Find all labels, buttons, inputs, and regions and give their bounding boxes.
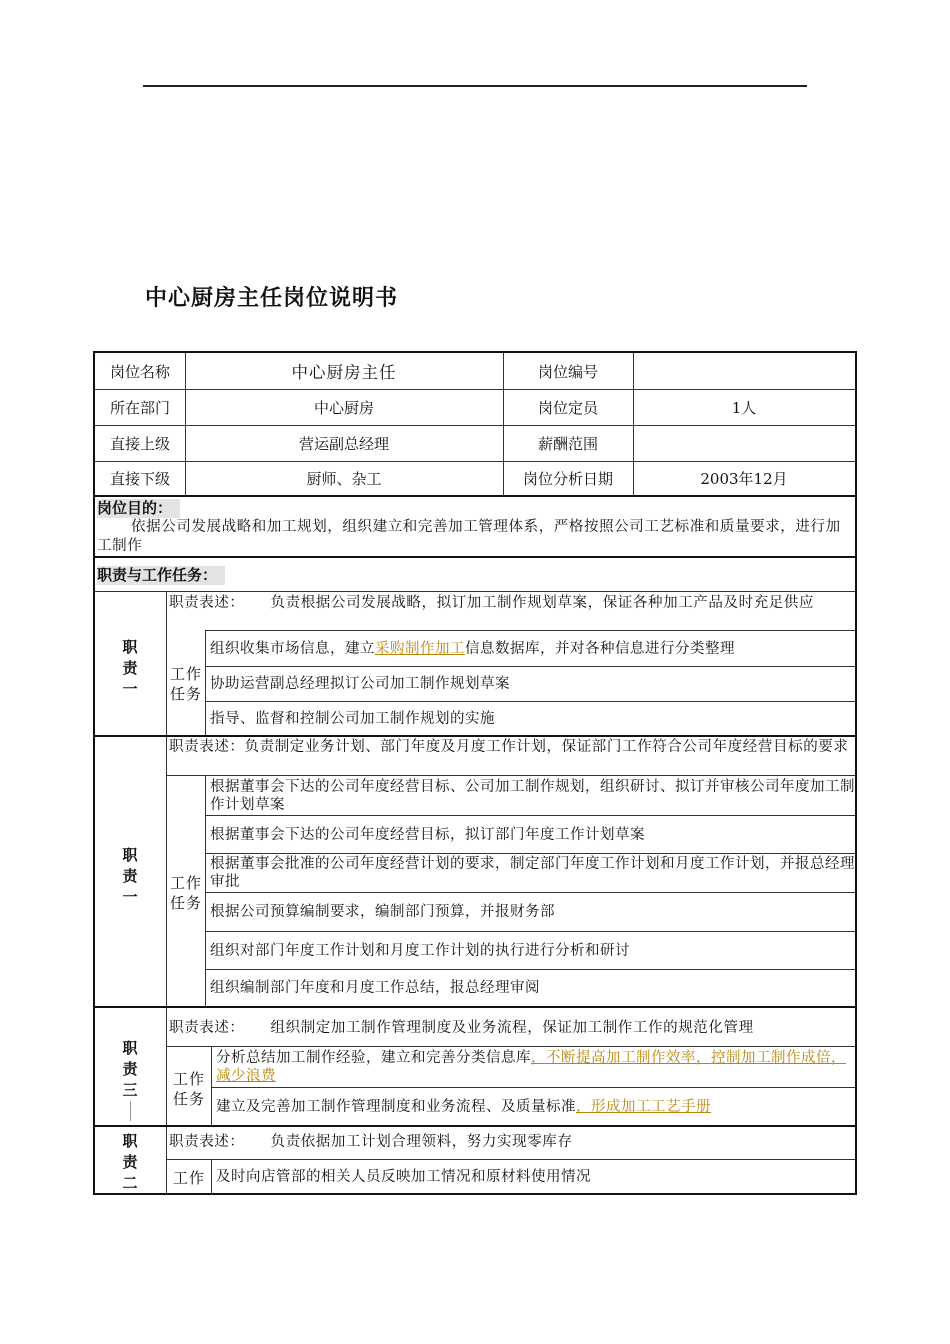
document-title: 中心厨房主任岗位说明书	[145, 286, 399, 311]
header-rule	[143, 85, 807, 87]
salary-value	[633, 425, 855, 461]
duty-3-statement: 职责表述： 组织制定加工制作管理制度及业务流程，保证加工制作工作的规范化管理	[169, 1020, 754, 1036]
duty-3-task-1: 分析总结加工制作经验，建立和完善分类信息库，不断提高加工制作效率，控制加工制作成倍，减少浪费	[216, 1050, 846, 1084]
duty-4-statement: 职责表述： 负责依据加工计划合理领料，努力实现零库存	[169, 1134, 573, 1150]
duty-4-tasks-label: 工作	[172, 1169, 205, 1187]
purpose-text: 依据公司发展战略和加工规划，组织建立和完善加工管理体系，严格按照公司工艺标准和质量要求，进行加工制作	[97, 519, 841, 554]
duty-1-task-3: 指导、监督和控制公司加工制作规划的实施	[210, 710, 495, 727]
analysis-date-label: 岗位分析日期	[522, 470, 613, 488]
duty-1-task-2: 协助运营副总经理拟订公司加工制作规划草案	[210, 676, 510, 692]
headcount-label: 岗位定员	[537, 398, 598, 417]
duty-2-label: 职 责 一	[122, 846, 138, 906]
department-value: 中心厨房	[313, 398, 374, 417]
purpose-header: 岗位目的：	[97, 499, 180, 518]
position-name-value: 中心厨房主任	[291, 363, 397, 382]
duty-1-tasks-label: 工作 任务	[169, 665, 202, 703]
position-name-label: 岗位名称	[109, 362, 170, 381]
purpose-section	[95, 499, 855, 557]
headcount-value: 1人	[731, 398, 757, 417]
duty-1-label: 职 责 一	[122, 638, 138, 698]
duty-4-label: 职 责 二	[122, 1132, 138, 1192]
duty-3-tasks-label: 工作 任务	[172, 1070, 205, 1108]
analysis-date-value: 2003年12月	[700, 470, 788, 488]
duties-section-header	[95, 566, 855, 590]
duty-2-task-1: 根据董事会下达的公司年度经营目标、公司加工制作规划，组织研讨、拟订并审核公司年度加工制作计划草案	[210, 778, 855, 813]
duty-2-task-5: 组织对部门年度工作计划和月度工作计划的执行进行分析和研讨	[210, 942, 630, 959]
duty-2-task-4: 根据公司预算编制要求，编制部门预算，并报财务部	[210, 904, 555, 920]
position-code-value	[633, 353, 855, 389]
duty-4-task-1: 及时向店管部的相关人员反映加工情况和原材料使用情况	[216, 1169, 591, 1185]
salary-label: 薪酬范围	[537, 434, 598, 453]
duty-1-statement: 职责表述： 负责根据公司发展战略，拟订加工制作规划草案，保证各种加工产品及时充足供应	[169, 595, 815, 611]
superior-value: 营运副总经理	[298, 434, 389, 453]
duty-3-label: 职 责 三	[115, 1038, 145, 1121]
duty-3-task-2: 建立及完善加工制作管理制度和业务流程、及质量标准 ，形成加工工艺手册	[216, 1098, 711, 1115]
duty-2-tasks-label: 工作 任务	[169, 874, 202, 912]
duty-2-task-3: 根据董事会批准的公司年度经营计划的要求，制定部门年度工作计划和月度工作计划，并报总经理审批	[210, 856, 855, 890]
duty-2-task-6: 组织编制部门年度和月度工作总结，报总经理审阅	[210, 980, 540, 996]
subordinate-label: 直接下级	[109, 470, 170, 488]
duties-header-text: 职责与工作任务：	[97, 566, 225, 585]
department-label: 所在部门	[109, 398, 170, 417]
subordinate-value: 厨师、杂工	[306, 470, 382, 488]
superior-label: 直接上级	[109, 434, 170, 453]
duty-1-task-1: 组织收集市场信息，建立 采购制作加工 信息数据库，并对各种信息进行分类整理	[210, 640, 735, 657]
position-code-label: 岗位编号	[537, 362, 598, 381]
duty-2-statement: 职责表述：负责制定业务计划、部门年度及月度工作计划，保证部门工作符合公司年度经营目标的要求	[169, 739, 849, 755]
job-description-table	[93, 351, 857, 1195]
duty-2-task-2: 根据董事会下达的公司年度经营目标，拟订部门年度工作计划草案	[210, 826, 645, 843]
